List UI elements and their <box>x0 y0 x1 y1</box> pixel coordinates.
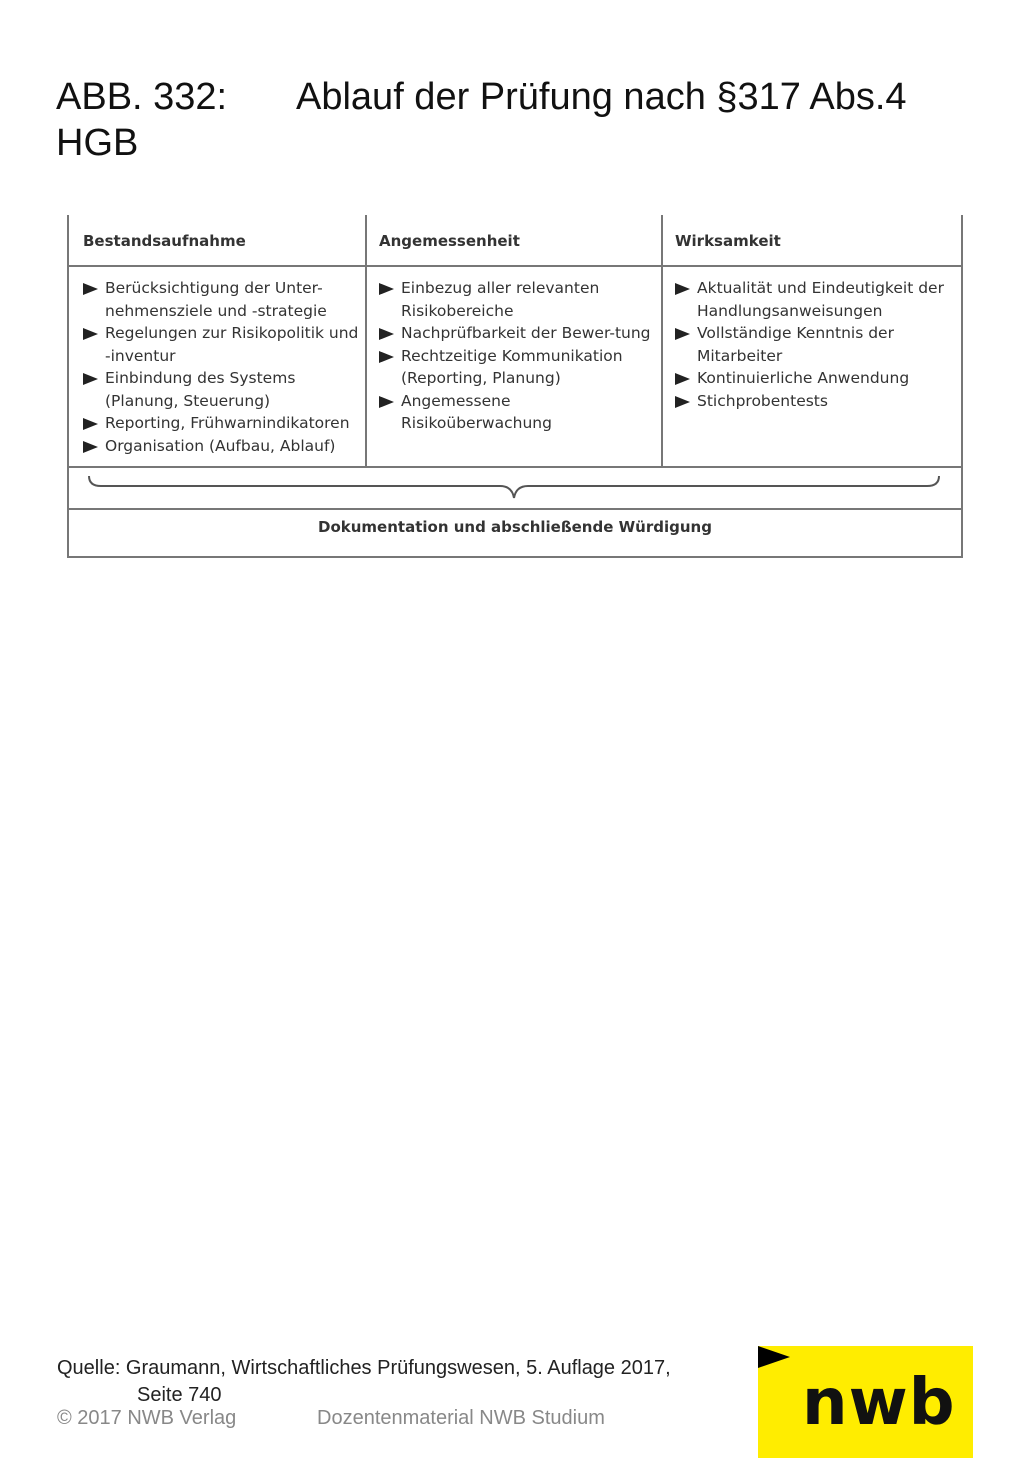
column-divider <box>365 215 367 468</box>
column-divider <box>661 215 663 468</box>
source-citation <box>57 1355 671 1409</box>
column-list-bestandsaufnahme <box>79 277 361 457</box>
copyright: © 2017 NWB Verlag <box>57 1407 237 1429</box>
column-list-angemessenheit <box>375 277 655 435</box>
list-item: Nachprüfbarkeit der Bewer-tung <box>375 322 655 345</box>
logo-wordmark: nwb <box>802 1366 956 1440</box>
list-item: Berücksichtigung der Unter-nehmensziele und -strategie <box>79 277 361 322</box>
list-item: Angemessene Risikoüberwachung <box>375 390 655 435</box>
list-item: Aktualität und Eindeutigkeit der Handlungsanweisungen <box>671 277 955 322</box>
list-item: Rechtzeitige Kommunikation (Reporting, Planung) <box>375 345 655 390</box>
header-divider <box>67 265 963 267</box>
source-line-1: Quelle: Graumann, Wirtschaftliches Prüfungswesen, 5. Auflage 2017, <box>57 1357 671 1379</box>
process-table <box>67 215 963 558</box>
list-item: Regelungen zur Risikopolitik und -inventur <box>79 322 361 367</box>
summary-row: Dokumentation und abschließende Würdigung <box>318 518 712 536</box>
list-item: Reporting, Frühwarnindikatoren <box>79 412 361 435</box>
footer <box>57 1407 605 1430</box>
list-item: Einbezug aller relevanten Risikobereiche <box>375 277 655 322</box>
table-border-bottom <box>67 556 963 558</box>
column-list-wirksamkeit <box>671 277 955 412</box>
triangle-icon <box>758 1346 790 1368</box>
column-heading-wirksamkeit: Wirksamkeit <box>675 232 781 250</box>
list-item: Kontinuierliche Anwendung <box>671 367 955 390</box>
nwb-logo <box>758 1346 973 1458</box>
columns-bottom-line <box>67 466 963 468</box>
column-heading-angemessenheit: Angemessenheit <box>379 232 520 250</box>
figure-number: ABB. 332: <box>56 76 228 118</box>
list-item: Organisation (Aufbau, Ablauf) <box>79 435 361 458</box>
summary-top-line <box>67 508 963 510</box>
list-item: Vollständige Kenntnis der Mitarbeiter <box>671 322 955 367</box>
list-item: Einbindung des Systems (Planung, Steuerung) <box>79 367 361 412</box>
source-line-2: Seite 740 <box>137 1384 222 1406</box>
list-item: Stichprobentests <box>671 390 955 413</box>
column-heading-bestandsaufnahme: Bestandsaufnahme <box>83 232 246 250</box>
figure-title: Ablauf der Prüfung nach §317 Abs.4 HGB <box>56 76 907 164</box>
curly-brace <box>87 472 941 502</box>
material-label: Dozentenmaterial NWB Studium <box>317 1407 605 1429</box>
page-title <box>56 74 956 166</box>
